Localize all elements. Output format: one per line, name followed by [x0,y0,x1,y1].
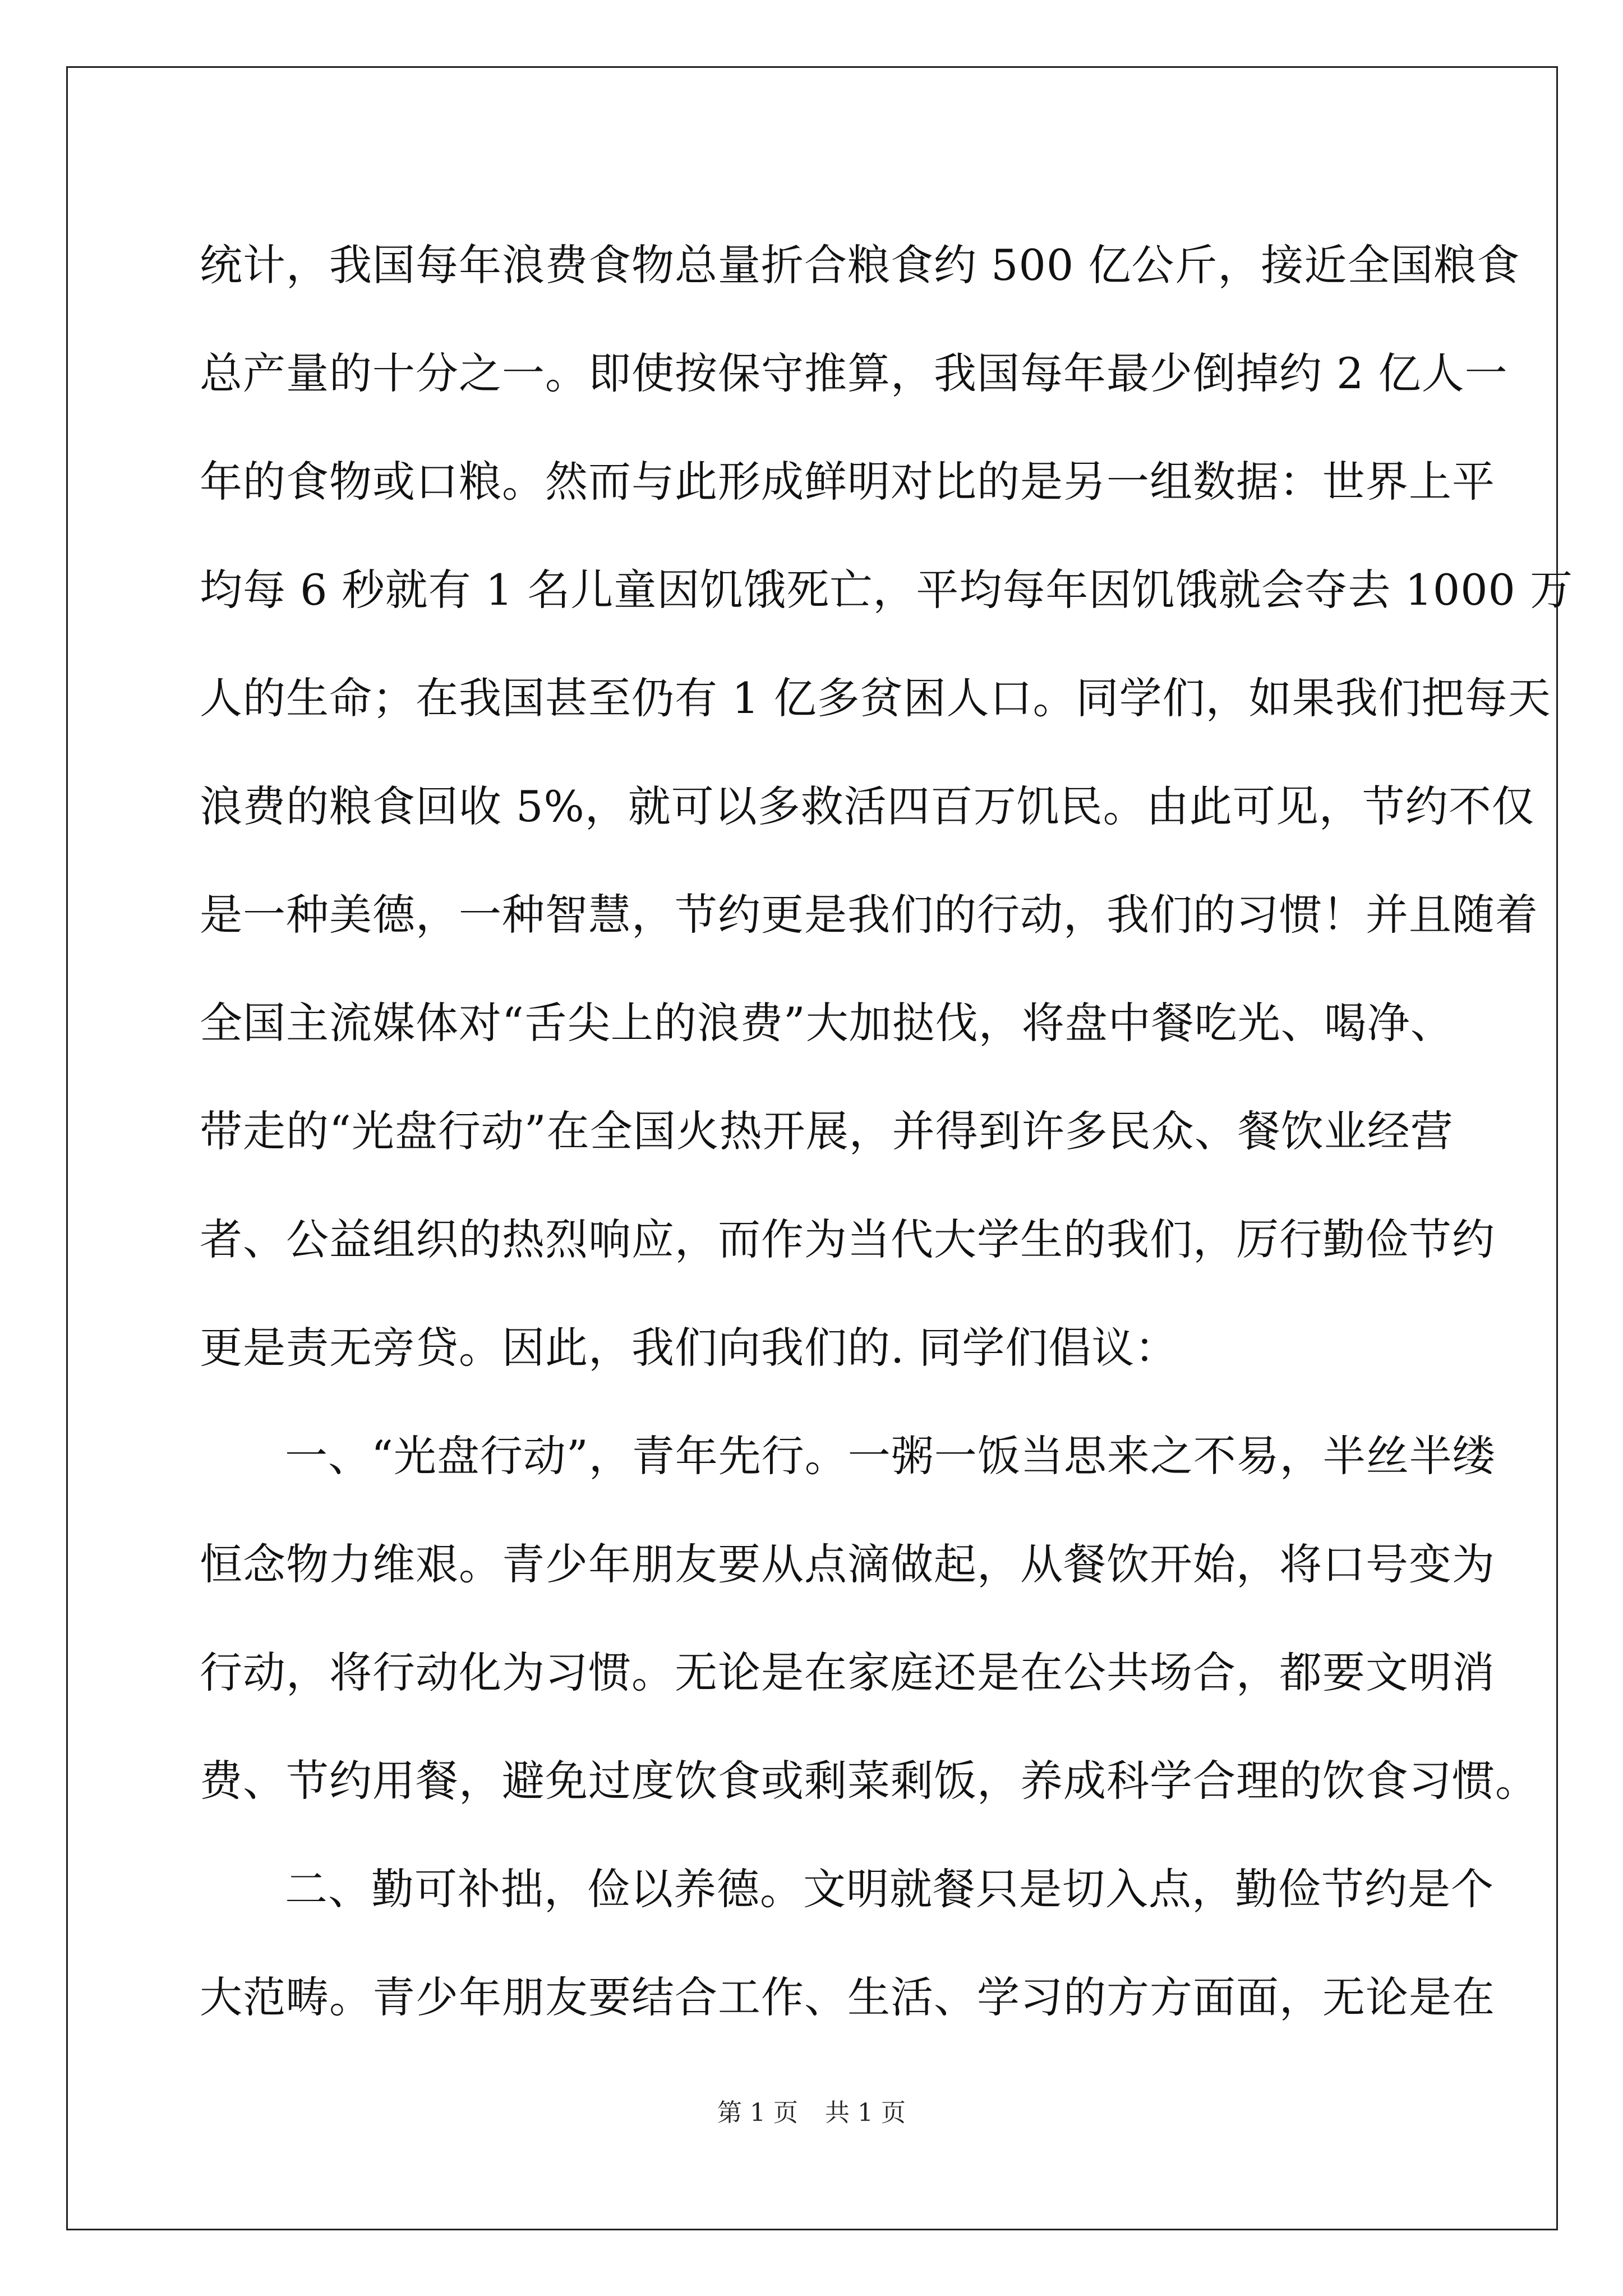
text-line: 大范畴。青少年朋友要结合工作、生活、学习的方方面面，无论是在 [200,1972,1495,2022]
text-line: 统计，我国每年浪费食物总量折合粮食约 500 亿公斤，接近全国粮食 [200,240,1520,290]
text-line: 带走的“光盘行动”在全国火热开展，并得到许多民众、餐饮业经营 [200,1106,1454,1156]
text-line: 是一种美德，一种智慧，节约更是我们的行动，我们的习惯！并且随着 [200,890,1538,940]
text-line: 费、节约用餐，避免过度饮食或剩菜剩饭，养成科学合理的饮食习惯。 [200,1756,1538,1806]
document-body [200,211,1574,2051]
page-total: 共 1 页 [825,2099,906,2127]
text-line: 全国主流媒体对“舌尖上的浪费”大加挞伐，将盘中餐吃光、喝净、 [200,998,1454,1048]
page-number: 第 1 页 [717,2099,798,2127]
paragraph-start-line: 二、勤可补拙，俭以养德。文明就餐只是切入点，勤俭节约是个 [285,1864,1494,1914]
text-line: 总产量的十分之一。即使按保守推算，我国每年最少倒掉约 2 亿人一 [200,348,1508,398]
text-line: 者、公益组织的热烈响应，而作为当代大学生的我们，厉行勤俭节约 [200,1214,1495,1264]
page-footer [0,2092,1623,2128]
text-line: 行动，将行动化为习惯。无论是在家庭还是在公共场合，都要文明消 [200,1648,1495,1697]
text-line: 年的食物或口粮。然而与此形成鲜明对比的是另一组数据：世界上平 [200,457,1495,507]
paragraph-start-line: 一、“光盘行动”，青年先行。一粥一饭当思来之不易，半丝半缕 [285,1431,1496,1481]
text-line: 人的生命；在我国甚至仍有 1 亿多贫困人口。同学们，如果我们把每天 [200,673,1551,723]
text-line: 更是责无旁贷。因此，我们向我们的. 同学们倡议： [200,1323,1178,1373]
text-line: 浪费的粮食回收 5%，就可以多救活四百万饥民。由此可见，节约不仅 [200,781,1535,831]
text-line: 均每 6 秒就有 1 名儿童因饥饿死亡，平均每年因饥饿就会夺去 1000 万 [200,565,1574,615]
text-line: 恒念物力维艰。青少年朋友要从点滴做起，从餐饮开始，将口号变为 [200,1539,1495,1589]
